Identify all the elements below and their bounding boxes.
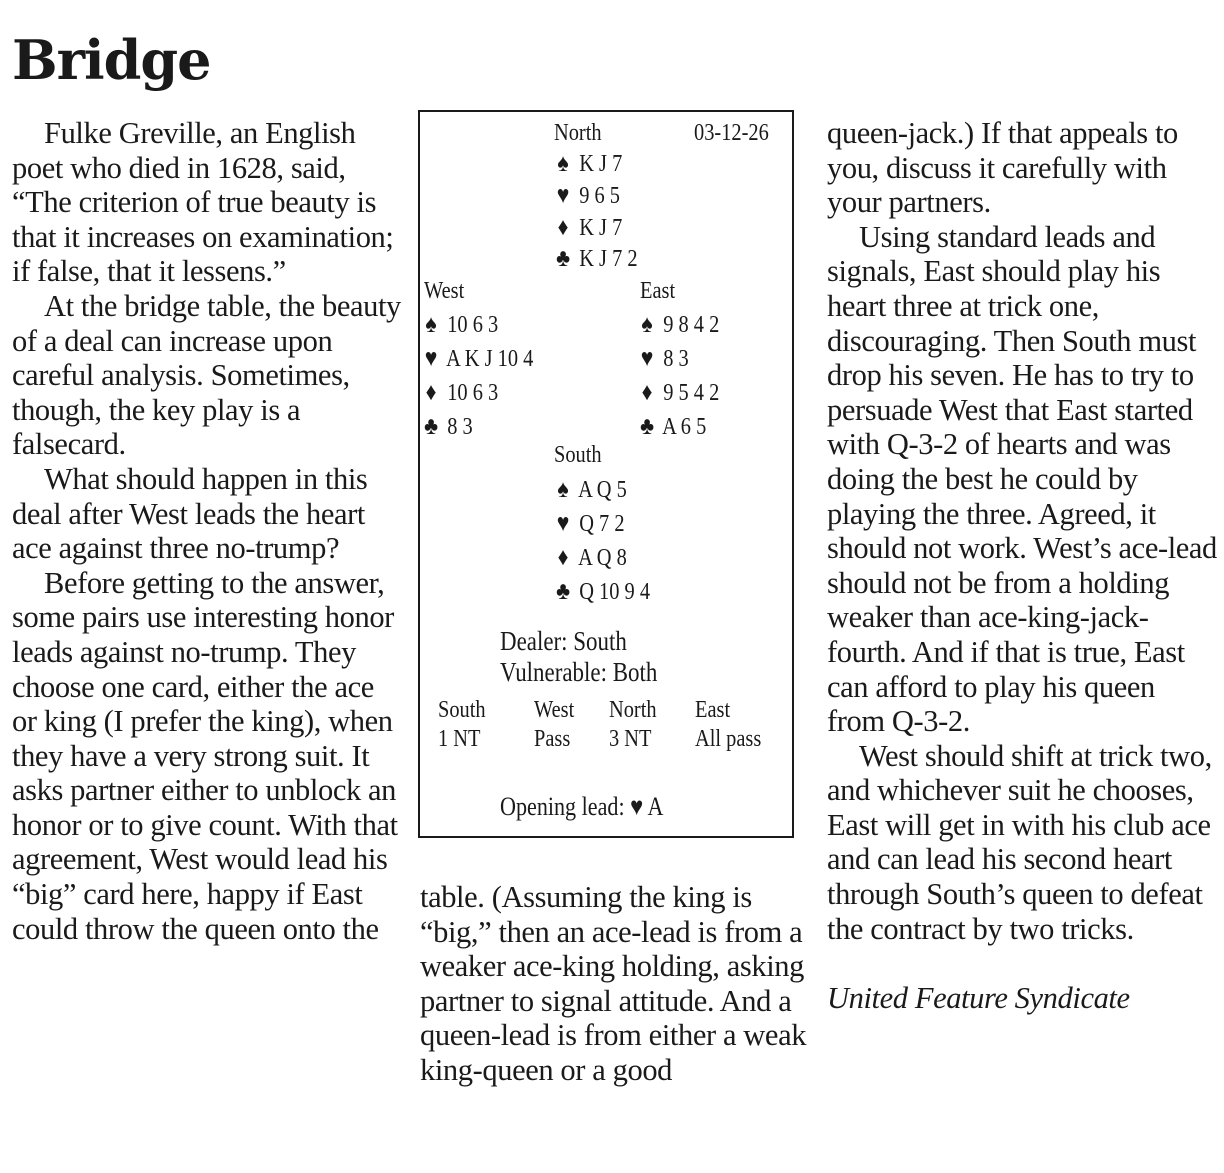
heart-icon: ♥ (640, 345, 654, 372)
south-spades: A Q 5 (578, 477, 627, 503)
hand-label: West (424, 278, 465, 304)
north-spades: K J 7 (579, 151, 623, 177)
west-diamonds: 10 6 3 (447, 380, 499, 406)
hand-label: North (554, 120, 602, 146)
spade-icon: ♠ (425, 311, 437, 338)
north-diamonds: K J 7 (579, 215, 623, 241)
diamond-icon: ♦ (641, 379, 653, 406)
bidding-call: Pass (534, 726, 571, 752)
diamond-icon: ♦ (425, 379, 437, 406)
club-icon: ♣ (424, 413, 439, 440)
bridge-deal-diagram (418, 110, 794, 838)
article-column-3 (827, 116, 1219, 1016)
heart-icon: ♥ (424, 345, 438, 372)
bidding-header: East (695, 697, 731, 723)
west-hearts: A K J 10 4 (446, 346, 534, 372)
club-icon: ♣ (556, 578, 571, 605)
spade-icon: ♠ (557, 150, 569, 177)
dealer-info: Dealer: South (500, 626, 627, 656)
page-title: Bridge (12, 28, 211, 92)
hand-label: South (554, 442, 602, 468)
spade-icon: ♠ (641, 311, 653, 338)
club-icon: ♣ (556, 245, 571, 272)
heart-icon: ♥ (556, 182, 570, 209)
hand-label: East (640, 278, 676, 304)
vulnerability-info: Vulnerable: Both (500, 657, 658, 687)
paragraph: Before getting to the answer, some pairs use interesting honor leads against no-trump. They choose one card, either the ace or king (I prefer the king), when they have a very strong suit. It asks partner either to unblock an honor or to give count. With that agreement, West would lead his “big” card here, happy if East could throw the queen onto the (12, 565, 398, 946)
bidding-header: South (438, 697, 486, 723)
diamond-icon: ♦ (557, 544, 569, 571)
deal-date: 03-12-26 (694, 120, 769, 146)
paragraph: At the bridge table, the beauty of a deal can increase upon careful analysis. Sometimes, though, the key play is a falsecard. (12, 288, 401, 462)
article-column-1 (12, 116, 404, 946)
north-clubs: K J 7 2 (579, 246, 638, 272)
paragraph: West should shift at trick two, and whichever suit he chooses, East will get in with his club ace and can lead his second heart through South’s queen to defeat the contract by two tricks. (827, 738, 1212, 946)
bidding-call: 3 NT (609, 726, 652, 752)
paragraph: Fulke Greville, an English poet who died in 1628, said, “The criterion of true beauty is that it increases on examination; if false, that it lessens.” (12, 116, 394, 289)
bidding-call: All pass (695, 726, 762, 752)
east-clubs: A 6 5 (662, 414, 707, 440)
bidding-header: West (534, 697, 575, 723)
east-diamonds: 9 5 4 2 (663, 380, 720, 406)
paragraph: queen-jack.) If that appeals to you, discuss it carefully with your partners. (827, 116, 1178, 220)
heart-icon: ♥ (556, 510, 570, 537)
south-clubs: Q 10 9 4 (579, 579, 651, 605)
west-clubs: 8 3 (447, 414, 473, 440)
west-spades: 10 6 3 (447, 312, 499, 338)
article-column-2 (420, 880, 812, 1088)
spade-icon: ♠ (557, 476, 569, 503)
east-spades: 9 8 4 2 (663, 312, 720, 338)
bidding-call: 1 NT (438, 726, 481, 752)
opening-lead: Opening lead: ♥ A (500, 792, 664, 821)
bidding-header: North (609, 697, 657, 723)
diamond-icon: ♦ (557, 214, 569, 241)
paragraph: Using standard leads and signals, East should play his heart three at trick one, discouraging. Then South must drop his seven. He has to try to persuade West that East started with Q-3-2 of hearts and was doing the best he could by playing the three. Agreed, it should not work. West’s ace-lead should not be from a holding weaker than ace-king-jack-fourth. And if that is true, East can afford to play his queen from Q-3-2. (827, 219, 1217, 739)
paragraph: What should happen in this deal after West leads the heart ace against three no-trump? (12, 461, 368, 566)
club-icon: ♣ (640, 413, 655, 440)
paragraph: table. (Assuming the king is “big,” then an ace-lead is from a weaker ace-king holding, asking partner to signal attitude. And a queen-lead is from either a weak king-queen or a good (420, 880, 807, 1087)
south-diamonds: A Q 8 (578, 545, 627, 571)
east-hearts: 8 3 (663, 346, 689, 372)
south-hearts: Q 7 2 (579, 511, 625, 537)
north-hearts: 9 6 5 (579, 183, 620, 209)
byline-credit: United Feature Syndicate (827, 981, 1130, 1016)
